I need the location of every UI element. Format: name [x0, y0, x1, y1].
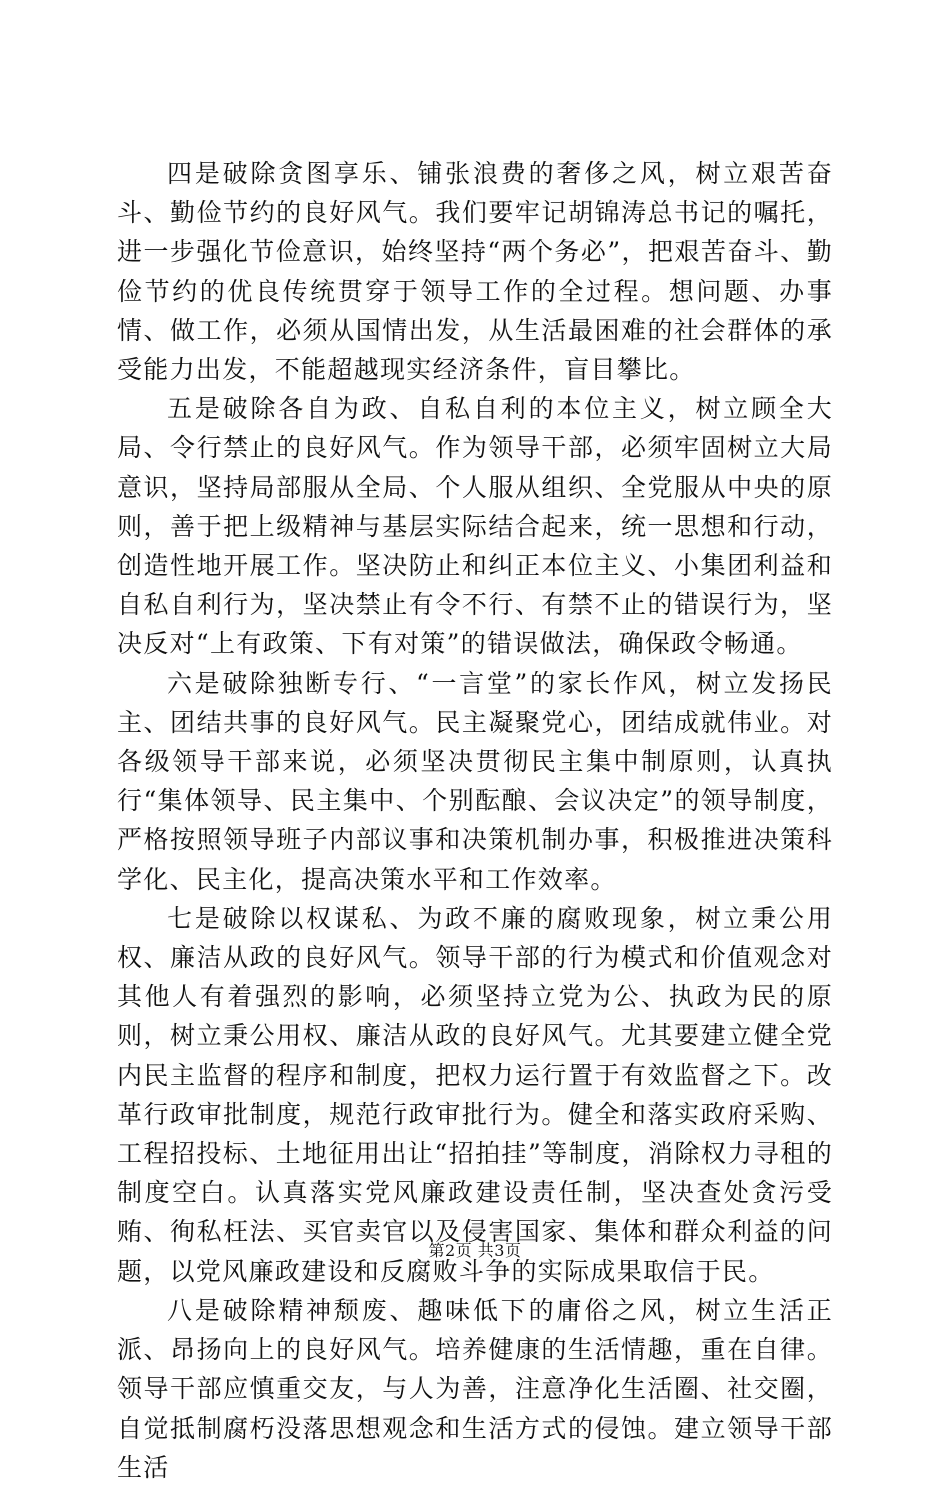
paragraph-7: 七是破除以权谋私、为政不廉的腐败现象，树立秉公用权、廉洁从政的良好风气。领导干部的行为模式和价值观念对其他人有着强烈的影响，必须坚持立党为公、执政为民的原则，树立秉公用权、廉洁从政的良好风气。尤其要建立健全党内民主监督的程序和制度，把权力运行置于有效监督之下。改革行政审批制度，规范行政审批行为。健全和落实政府采购、工程招投标、土地征用出让“招拍挂”等制度，消除权力寻租的制度空白。认真落实党风廉政建设责任制，坚决查处贪污受贿、徇私枉法、买官卖官以及侵害国家、集体和群众利益的问题，以党风廉政建设和反腐败斗争的实际成果取信于民。 — [117, 903, 833, 1286]
paragraph-8: 八是破除精神颓废、趣味低下的庸俗之风，树立生活正派、昂扬向上的良好风气。培养健康的生活情趣，重在自律。领导干部应慎重交友，与人为善，注意净化生活圈、社交圈，自觉抵制腐朽没落思想观念和生活方式的侵蚀。建立领导干部生活 — [117, 1295, 833, 1482]
paragraph-6: 六是破除独断专行、“一言堂”的家长作风，树立发扬民主、团结共事的良好风气。民主凝聚党心，团结成就伟业。对各级领导干部来说，必须坚决贯彻民主集中制原则，认真执行“集体领导、民主集中、个别酝酿、会议决定”的领导制度，严格按照领导班子内部议事和决策机制办事，积极推进决策科学化、民主化，提高决策水平和工作效率。 — [117, 668, 833, 894]
paragraph-5: 五是破除各自为政、自私自利的本位主义，树立顾全大局、令行禁止的良好风气。作为领导干部，必须牢固树立大局意识，坚持局部服从全局、个人服从组织、全党服从中央的原则，善于把上级精神与基层实际结合起来，统一思想和行动，创造性地开展工作。坚决防止和纠正本位主义、小集团利益和自私自利行为，坚决禁止有令不行、有禁不止的错误行为，坚决反对“上有政策、下有对策”的错误做法，确保政令畅通。 — [117, 394, 833, 659]
paragraph-4: 四是破除贪图享乐、铺张浪费的奢侈之风，树立艰苦奋斗、勤俭节约的良好风气。我们要牢记胡锦涛总书记的嘱托，进一步强化节俭意识，始终坚持“两个务必”，把艰苦奋斗、勤俭节约的优良传统贯穿于领导工作的全过程。想问题、办事情、做工作，必须从国情出发，从生活最困难的社会群体的承受能力出发，不能超越现实经济条件，盲目攀比。 — [117, 159, 833, 385]
page-number-footer: 第2页 共3页 — [428, 1241, 522, 1260]
document-body — [117, 154, 833, 1487]
